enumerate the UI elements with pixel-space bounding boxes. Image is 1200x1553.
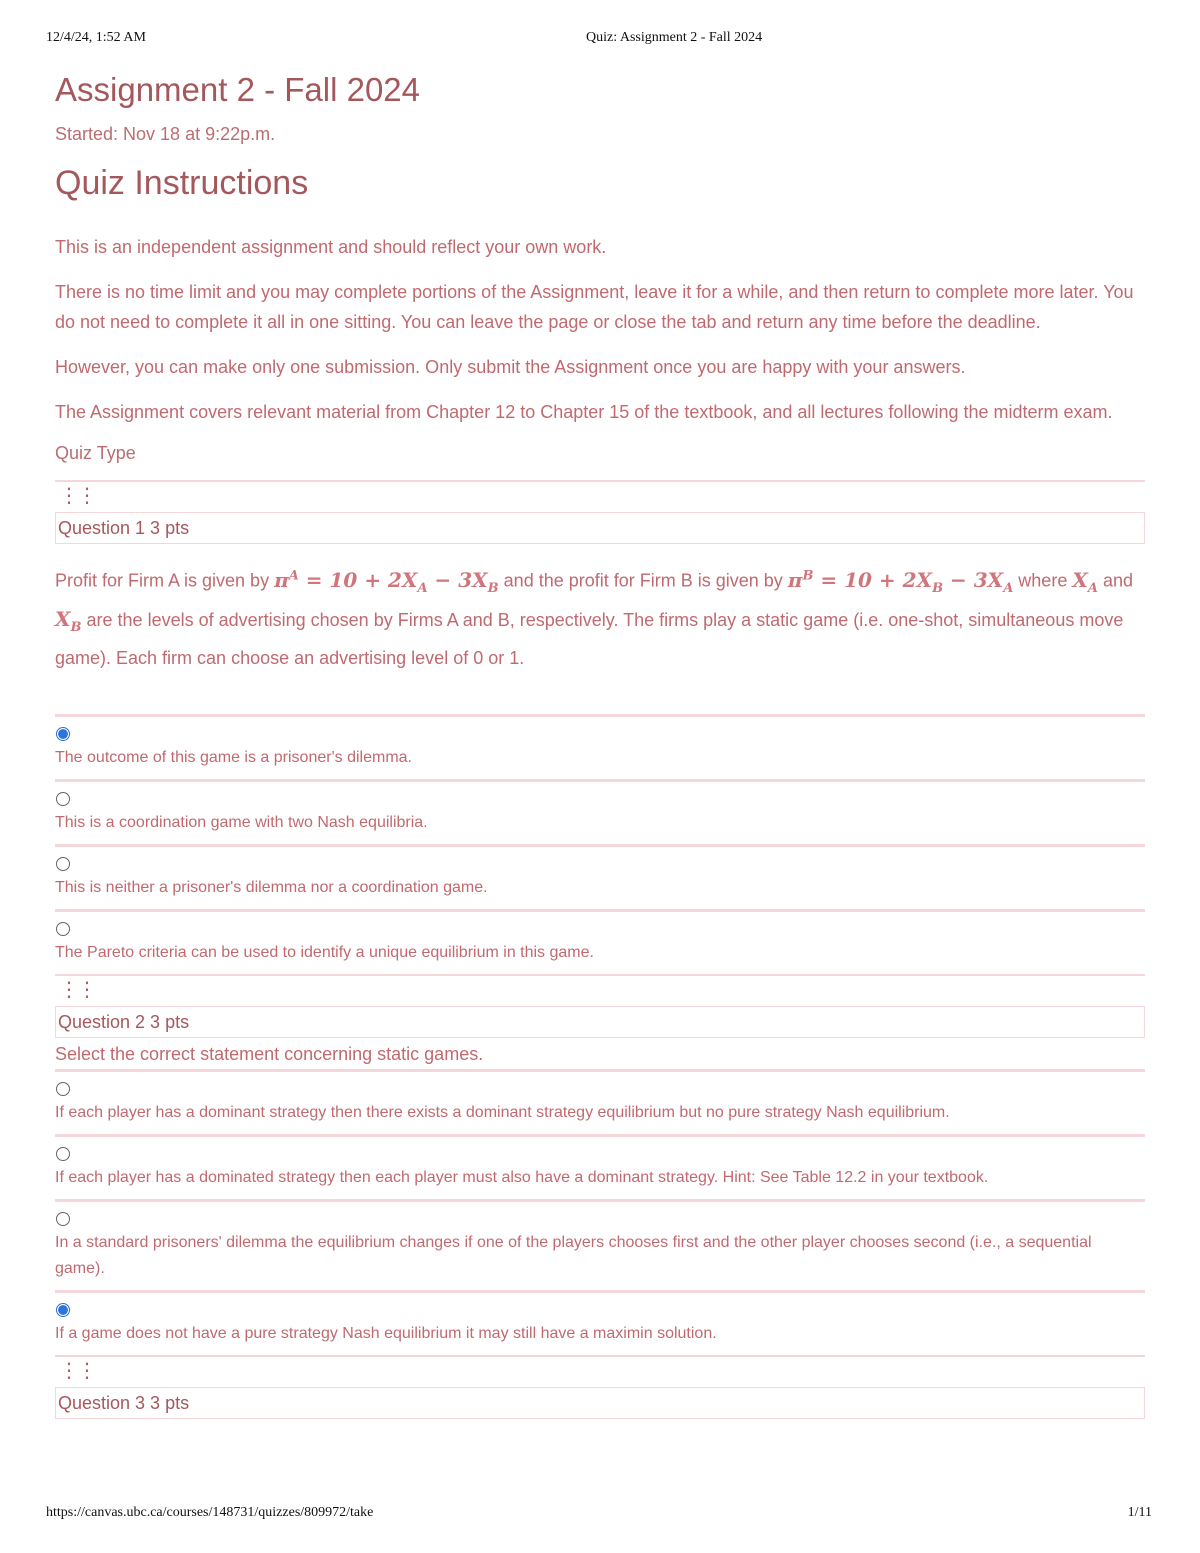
radio-button[interactable]	[56, 857, 70, 871]
math-term: = 10 + 2X	[298, 567, 418, 592]
radio-button[interactable]	[56, 1212, 70, 1226]
answer-label: The Pareto criteria can be used to identify a unique equilibrium in this game.	[55, 944, 594, 961]
question-text	[55, 544, 1145, 714]
math-symbol: π	[787, 567, 803, 592]
drag-handle-icon: ⋮⋮	[59, 485, 95, 507]
answer-option[interactable]	[55, 1134, 1145, 1199]
instructions-paragraph: However, you can make only one submission. Only submit the Assignment once you are happy with your answers.	[55, 357, 966, 377]
answer-option[interactable]	[55, 909, 1145, 974]
print-datetime: 12/4/24, 1:52 AM	[46, 30, 146, 45]
answer-label: If a game does not have a pure strategy Nash equilibrium it may still have a maximin solution.	[55, 1325, 717, 1342]
math-subscript: B	[487, 580, 499, 596]
question-text-part: and	[1097, 570, 1133, 591]
radio-button[interactable]	[56, 1082, 70, 1096]
answer-option[interactable]	[55, 779, 1145, 844]
math-term: = 10 + 2X	[813, 567, 933, 592]
math-subscript: B	[932, 580, 944, 596]
answer-option[interactable]	[55, 1199, 1145, 1290]
question-text-part: where	[1013, 570, 1073, 591]
question-3	[55, 1355, 1145, 1419]
question-1	[55, 480, 1145, 974]
question-header: Question 3 3 pts	[55, 1387, 1145, 1419]
math-expression	[274, 567, 499, 596]
math-subscript: A	[1003, 580, 1014, 596]
math-symbol: X	[55, 606, 71, 631]
page-title: Assignment 2 - Fall 2024	[55, 71, 421, 108]
question-header: Question 1 3 pts	[55, 512, 1145, 544]
answer-label: If each player has a dominated strategy then each player must also have a dominant strategy. Hint: See Table 12.2 in your textbook.	[55, 1169, 989, 1186]
answer-option[interactable]	[55, 1290, 1145, 1355]
print-url: https://canvas.ubc.ca/courses/148731/quizzes/809972/take	[46, 1505, 374, 1520]
math-symbol: X	[1072, 567, 1088, 592]
answer-label: If each player has a dominant strategy then there exists a dominant strategy equilibrium but no pure strategy Nash equilibrium.	[55, 1104, 950, 1121]
radio-button[interactable]	[56, 792, 70, 806]
math-superscript: A	[288, 568, 299, 583]
question-text-part: are the levels of advertising chosen by Firms A and B, respectively. The firms play a static game (i.e. one-shot, simultaneous move game). Each firm can choose an advertising level of 0 or 1.	[55, 609, 1124, 668]
quiz-type-label: Quiz Type	[55, 443, 136, 463]
answer-label: In a standard prisoners' dilemma the equilibrium changes if one of the players chooses first and the other player chooses second (i.e., a sequential game).	[55, 1234, 1092, 1277]
math-superscript: B	[802, 568, 814, 583]
math-term: − 3X	[943, 567, 1004, 592]
math-subscript: B	[70, 619, 82, 635]
math-expression	[55, 606, 82, 635]
answer-option[interactable]	[55, 844, 1145, 909]
started-timestamp: Started: Nov 18 at 9:22p.m.	[55, 124, 276, 144]
instructions-paragraph: The Assignment covers relevant material from Chapter 12 to Chapter 15 of the textbook, and all lectures following the midterm exam.	[55, 402, 1113, 422]
radio-button-selected[interactable]	[56, 727, 70, 741]
instructions-body	[55, 232, 1145, 427]
answer-option[interactable]	[55, 1072, 1145, 1134]
drag-handle[interactable]	[55, 1357, 1145, 1387]
math-symbol: π	[274, 567, 289, 592]
radio-button-selected[interactable]	[56, 1303, 70, 1317]
answer-label: This is neither a prisoner's dilemma nor a coordination game.	[55, 879, 488, 896]
radio-button[interactable]	[56, 922, 70, 936]
math-subscript: A	[1087, 580, 1098, 596]
math-term: − 3X	[427, 567, 488, 592]
instructions-heading: Quiz Instructions	[55, 164, 309, 202]
print-page-number: 1/11	[1127, 1505, 1152, 1520]
instructions-paragraph: There is no time limit and you may complete portions of the Assignment, leave it for a while, and then return to complete more later. You do not need to complete it all in one sitting. You can leave the page or close the tab and return any time before the deadline.	[55, 282, 1134, 332]
math-expression	[787, 567, 1014, 596]
math-subscript: A	[417, 580, 428, 596]
drag-handle[interactable]	[55, 976, 1145, 1006]
question-text-part: Profit for Firm A is given by	[55, 570, 275, 591]
drag-handle-icon: ⋮⋮	[59, 979, 95, 1001]
answer-option[interactable]	[55, 714, 1145, 779]
question-2	[55, 974, 1145, 1355]
answer-label: The outcome of this game is a prisoner's dilemma.	[55, 749, 412, 766]
radio-button[interactable]	[56, 1147, 70, 1161]
question-text: Select the correct statement concerning static games.	[55, 1038, 1145, 1072]
print-footer	[46, 1505, 1152, 1525]
math-expression	[1072, 567, 1098, 596]
drag-handle-icon: ⋮⋮	[59, 1360, 95, 1382]
drag-handle[interactable]	[55, 482, 1145, 512]
print-doc-title: Quiz: Assignment 2 - Fall 2024	[586, 30, 763, 45]
answer-label: This is a coordination game with two Nash equilibria.	[55, 814, 428, 831]
print-header	[46, 30, 1152, 50]
instructions-paragraph: This is an independent assignment and should reflect your own work.	[55, 237, 607, 257]
quiz-content	[55, 68, 1145, 1419]
question-text-part: and the profit for Firm B is given by	[498, 570, 788, 591]
question-header: Question 2 3 pts	[55, 1006, 1145, 1038]
